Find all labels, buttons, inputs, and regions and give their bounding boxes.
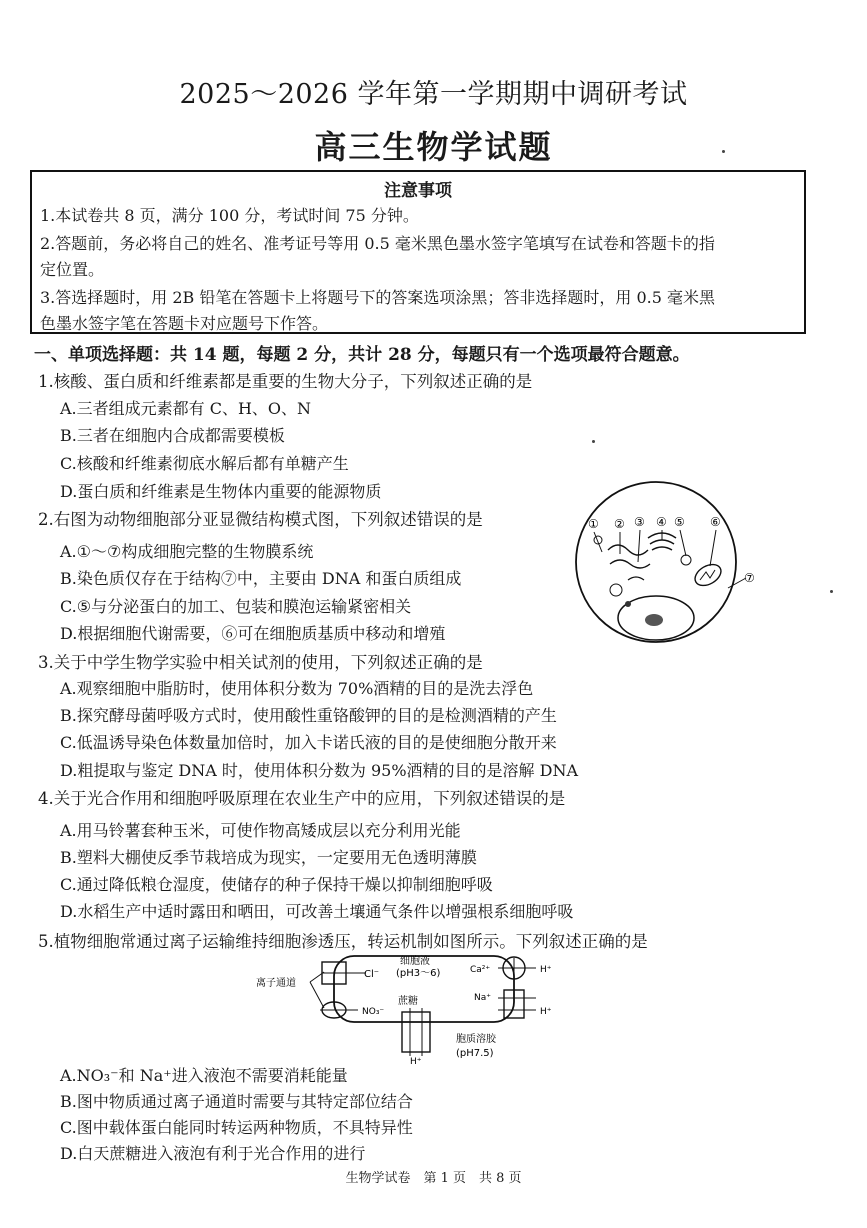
sucrose-label: 蔗糖 — [398, 996, 418, 1007]
notice-line-2: 2.答题前，务必将自己的姓名、准考证号等用 0.5 毫米黑色墨水签字笔填写在试卷和答题卡的指 — [40, 234, 715, 253]
question-3-option-c: C.低温诱导染色体数量加倍时，加入卡诺氏液的目的是使细胞分散开来 — [60, 733, 557, 752]
exam-title: 2025～2026 学年第一学期期中调研考试 — [179, 79, 688, 110]
question-1-option-d: D.蛋白质和纤维素是生物体内重要的能源物质 — [60, 482, 382, 501]
paper-title: 高三生物学试题 — [314, 128, 553, 166]
question-5-option-d: D.白天蔗糖进入液泡有利于光合作用的进行 — [60, 1144, 366, 1163]
notice-line-1: 1.本试卷共 8 页，满分 100 分，考试时间 75 分钟。 — [40, 206, 419, 225]
vacuole-label-1: 细胞液 — [400, 956, 430, 967]
question-1-option-b: B.三者在细胞内合成都需要模板 — [60, 426, 285, 445]
cytosol-label-1: 胞质溶胶 — [456, 1034, 496, 1045]
notice-box — [30, 170, 806, 334]
question-2-stem: 2.右图为动物细胞部分亚显微结构模式图，下列叙述错误的是 — [38, 510, 483, 529]
question-2-option-a: A.①～⑦构成细胞完整的生物膜系统 — [60, 542, 314, 561]
cell-label-6: ⑥ — [710, 515, 721, 529]
question-5-option-a: A.NO₃⁻和 Na⁺进入液泡不需要消耗能量 — [60, 1066, 348, 1085]
question-2-option-d: D.根据细胞代谢需要，⑥可在细胞质基质中移动和增殖 — [60, 624, 446, 643]
question-3-stem: 3.关于中学生物学实验中相关试剂的使用，下列叙述正确的是 — [38, 653, 483, 672]
question-3-option-d: D.粗提取与鉴定 DNA 时，使用体积分数为 95%酒精的目的是溶解 DNA — [60, 761, 579, 780]
question-3-option-b: B.探究酵母菌呼吸方式时，使用酸性重铬酸钾的目的是检测酒精的产生 — [60, 706, 557, 725]
question-1-option-c: C.核酸和纤维素彻底水解后都有单糖产生 — [60, 454, 349, 473]
question-1-stem: 1.核酸、蛋白质和纤维素都是重要的生物大分子，下列叙述正确的是 — [38, 372, 533, 391]
question-4-option-d: D.水稻生产中适时露田和晒田，可改善土壤通气条件以增强根系细胞呼吸 — [60, 902, 574, 921]
question-2-option-c: C.⑤与分泌蛋白的加工、包装和膜泡运输紧密相关 — [60, 597, 412, 616]
no3-ion-label: NO₃⁻ — [362, 1007, 385, 1017]
notice-line-5: 色墨水签字笔在答题卡对应题号下作答。 — [40, 314, 329, 333]
section-heading: 一、单项选择题：共 14 题，每题 2 分，共计 28 分，每题只有一个选项最符合题意。 — [34, 345, 690, 365]
question-5-option-c: C.图中载体蛋白能同时转运两种物质，不具特异性 — [60, 1118, 413, 1137]
cell-label-3: ③ — [634, 515, 645, 529]
cell-label-1: ① — [588, 517, 599, 531]
scan-speck — [722, 150, 725, 153]
question-1-option-a: A.三者组成元素都有 C、H、O、N — [60, 399, 312, 418]
channel-label: 离子通道 — [256, 978, 296, 989]
notice-title: 注意事项 — [384, 181, 452, 201]
cell-label-4: ④ — [656, 515, 667, 529]
page-footer: 生物学试卷 第 1 页 共 8 页 — [345, 1171, 522, 1186]
notice-line-4: 3.答选择题时，用 2B 铅笔在答题卡上将题号下的答案选项涂黑；答非选择题时，用 0.5 毫米黑 — [40, 288, 715, 307]
scan-speck — [830, 590, 833, 593]
question-5-stem: 5.植物细胞常通过离子运输维持细胞渗透压，转运机制如图所示。下列叙述正确的是 — [38, 932, 648, 951]
ca-ion-label: Ca²⁺ — [470, 965, 491, 975]
scan-speck — [592, 440, 595, 443]
question-2-option-b: B.染色质仅存在于结构⑦中，主要由 DNA 和蛋白质组成 — [60, 569, 462, 588]
cell-label-7: ⑦ — [744, 571, 755, 585]
h-ion-bottom: H⁺ — [410, 1057, 422, 1064]
h-ion-top: H⁺ — [540, 965, 552, 975]
vacuole-label-2: (pH3～6) — [396, 968, 441, 979]
ion-transport-figure — [250, 952, 570, 1064]
cell-label-5: ⑤ — [674, 515, 685, 529]
cl-ion-label: Cl⁻ — [364, 969, 380, 980]
question-4-option-a: A.用马铃薯套种玉米，可使作物高矮成层以充分利用光能 — [60, 821, 461, 840]
question-4-option-b: B.塑料大棚使反季节栽培成为现实，一定要用无色透明薄膜 — [60, 848, 477, 867]
cell-label-2: ② — [614, 517, 625, 531]
question-4-option-c: C.通过降低粮仓湿度，使储存的种子保持干燥以抑制细胞呼吸 — [60, 875, 493, 894]
notice-line-3: 定位置。 — [40, 260, 105, 279]
na-ion-label: Na⁺ — [474, 993, 491, 1003]
question-3-option-a: A.观察细胞中脂肪时，使用体积分数为 70%酒精的目的是洗去浮色 — [60, 679, 534, 698]
h-ion-right: H⁺ — [540, 1007, 552, 1017]
question-4-stem: 4.关于光合作用和细胞呼吸原理在农业生产中的应用，下列叙述错误的是 — [38, 789, 566, 808]
cytosol-label-2: (pH7.5) — [456, 1048, 494, 1059]
cell-structure-figure — [568, 480, 768, 650]
question-5-option-b: B.图中物质通过离子通道时需要与其特定部位结合 — [60, 1092, 413, 1111]
